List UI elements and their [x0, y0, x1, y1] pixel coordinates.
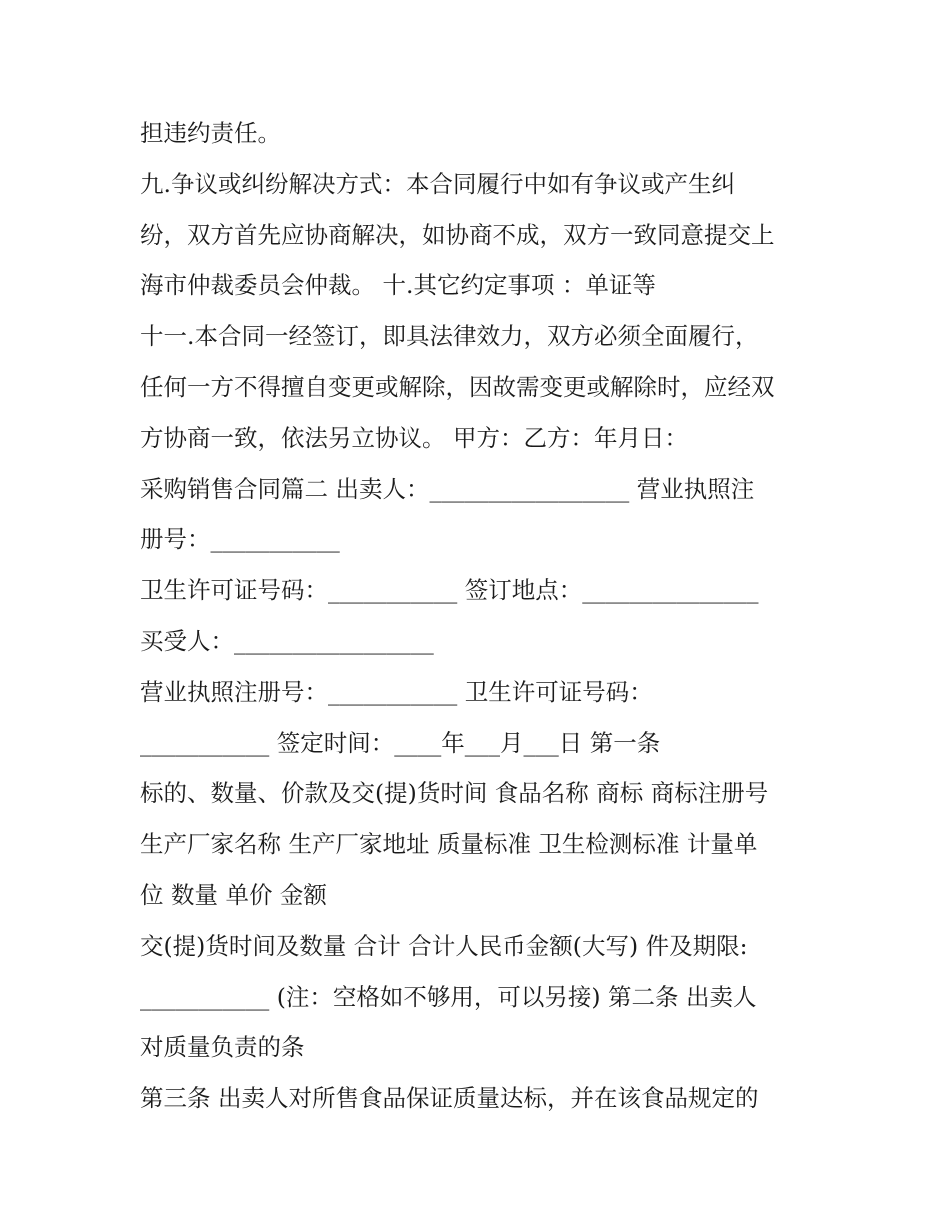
text-line: 营业执照注册号：___________ 卫生许可证号码： — [140, 677, 653, 706]
text-line: 位 数量 单价 金额 — [140, 880, 327, 909]
text-line: ___________ 签定时间：____年___月___日 第一条 — [140, 728, 661, 757]
text-line: 买受人：_________________ — [140, 626, 434, 655]
text-line: 对质量负责的条 — [140, 1033, 305, 1062]
text-line: 册号：___________ — [140, 525, 340, 554]
text-line: 生产厂家名称 生产厂家地址 质量标准 卫生检测标准 计量单 — [140, 830, 758, 859]
text-line: 交(提)货时间及数量 合计 合计人民币金额(大写) 件及期限: — [140, 931, 748, 960]
text-line: 九.争议或纠纷解决方式：本合同履行中如有争议或产生纠 — [140, 169, 735, 198]
text-line: 十一.本合同一经签订，即具法律效力，双方必须全面履行， — [140, 322, 759, 351]
text-line: ___________ (注：空格如不够用，可以另接) 第二条 出卖人 — [140, 982, 757, 1011]
text-line: 方协商一致，依法另立协议。 甲方：乙方：年月日： — [140, 423, 688, 452]
text-line: 第三条 出卖人对所售食品保证质量达标，并在该食品规定的 — [140, 1084, 759, 1113]
text-line: 纷，双方首先应协商解决，如协商不成，双方一致同意提交上 — [140, 220, 775, 249]
text-line: 标的、数量、价款及交(提)货时间 食品名称 商标 商标注册号 — [140, 779, 769, 808]
text-line: 采购销售合同篇二 出卖人：_________________ 营业执照注 — [140, 474, 755, 503]
text-line: 海市仲裁委员会仲裁。 十.其它约定事项 ：单证等 — [140, 271, 656, 300]
text-line: 卫生许可证号码：___________ 签订地点：_______________ — [140, 576, 759, 605]
contract-text-body — [140, 108, 830, 1124]
text-line: 任何一方不得擅自变更或解除，因故需变更或解除时，应经双 — [140, 372, 775, 401]
text-line: 担违约责任。 — [140, 119, 281, 147]
